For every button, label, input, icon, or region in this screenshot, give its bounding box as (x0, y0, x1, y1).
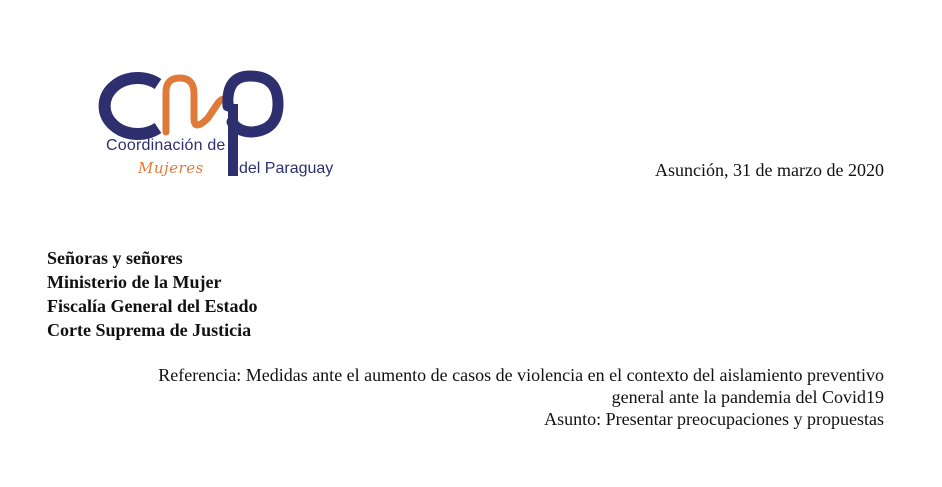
recipient-block (47, 246, 258, 342)
letter-date: Asunción, 31 de marzo de 2020 (655, 160, 884, 180)
reference-line: general ante la pandemia del Covid19 (611, 387, 884, 407)
cmp-logo (100, 66, 340, 192)
reference-block (24, 364, 884, 430)
logo-text-line1: Coordinación de (106, 137, 226, 154)
recipient-line: Señoras y señores (47, 248, 183, 268)
logo-text-line2: del Paraguay (239, 160, 334, 177)
recipient-line: Corte Suprema de Justicia (47, 320, 252, 340)
reference-line: Referencia: Medidas ante el aumento de casos de violencia en el contexto del aislamiento preventivo (158, 365, 884, 385)
recipient-line: Fiscalía General del Estado (47, 296, 258, 316)
subject-line: Asunto: Presentar preocupaciones y propuestas (544, 409, 884, 429)
recipient-line: Ministerio de la Mujer (47, 272, 222, 292)
logo-script-word: Mujeres (138, 159, 204, 177)
